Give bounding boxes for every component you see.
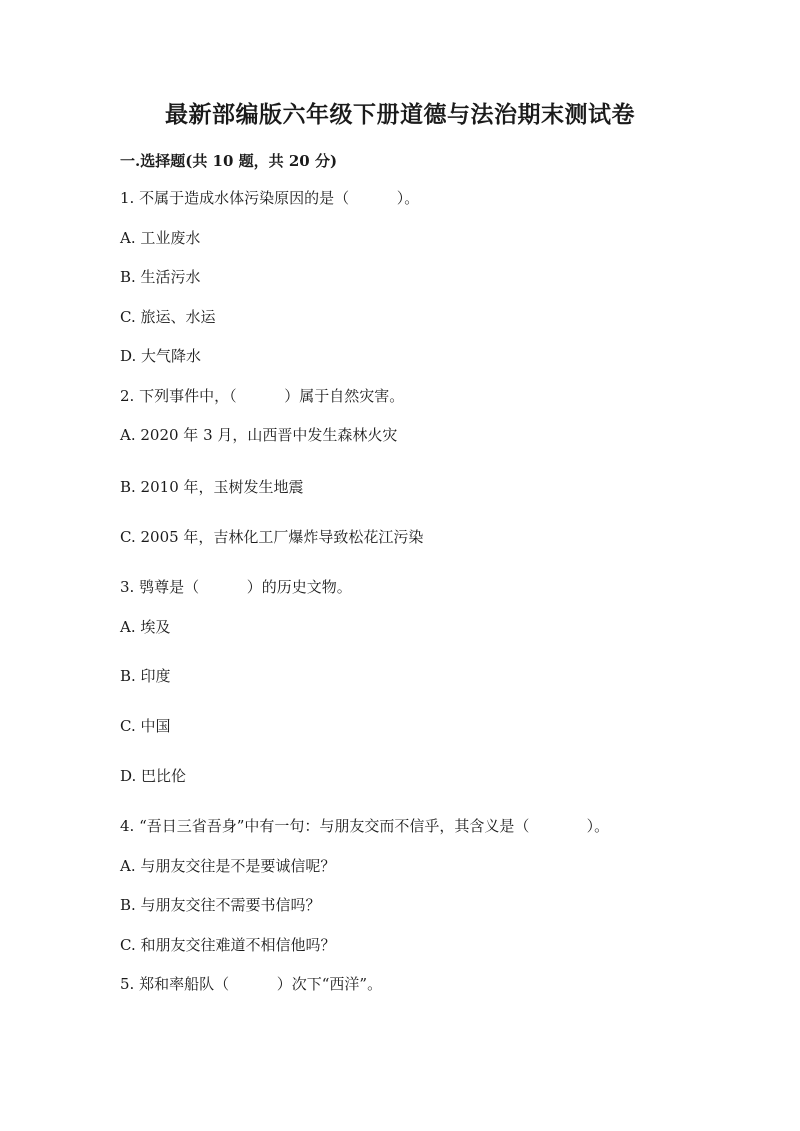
document-title: 最新部编版六年级下册道德与法治期末测试卷 (165, 101, 635, 128)
question-1-option-d: D. 大气降水 (120, 347, 202, 365)
question-4-stem: 4. “吾日三省吾身”中有一句：与朋友交而不信乎，其含义是（ ）。 (120, 817, 610, 835)
question-1-option-c: C. 旅运、水运 (120, 308, 216, 326)
question-5-stem: 5. 郑和率船队（ ）次下“西洋”。 (120, 975, 383, 993)
question-1-stem: 1. 不属于造成水体污染原因的是（ ）。 (120, 189, 420, 207)
question-3-option-d: D. 巴比伦 (120, 767, 187, 785)
question-2-option-c: C. 2005 年，吉林化工厂爆炸导致松花江污染 (120, 528, 424, 546)
question-3-option-b: B. 印度 (120, 667, 171, 685)
question-4-option-b: B. 与朋友交往不需要书信吗？ (120, 896, 321, 914)
question-3-option-c: C. 中国 (120, 717, 171, 735)
question-1-option-b: B. 生活污水 (120, 268, 201, 286)
question-2-stem: 2. 下列事件中，（ ）属于自然灾害。 (120, 387, 405, 405)
section-heading: 一.选择题(共 10 题，共 20 分) (120, 152, 338, 170)
question-1-option-a: A. 工业废水 (120, 229, 201, 247)
question-4-option-c: C. 和朋友交往难道不相信他吗？ (120, 936, 336, 954)
question-2-option-a: A. 2020 年 3 月，山西晋中发生森林火灾 (120, 426, 398, 444)
question-2-option-b: B. 2010 年，玉树发生地震 (120, 478, 304, 496)
question-3-stem: 3. 鸮尊是（ ）的历史文物。 (120, 578, 352, 596)
question-4-option-a: A. 与朋友交往是不是要诚信呢？ (120, 857, 336, 875)
question-3-option-a: A. 埃及 (120, 618, 171, 636)
